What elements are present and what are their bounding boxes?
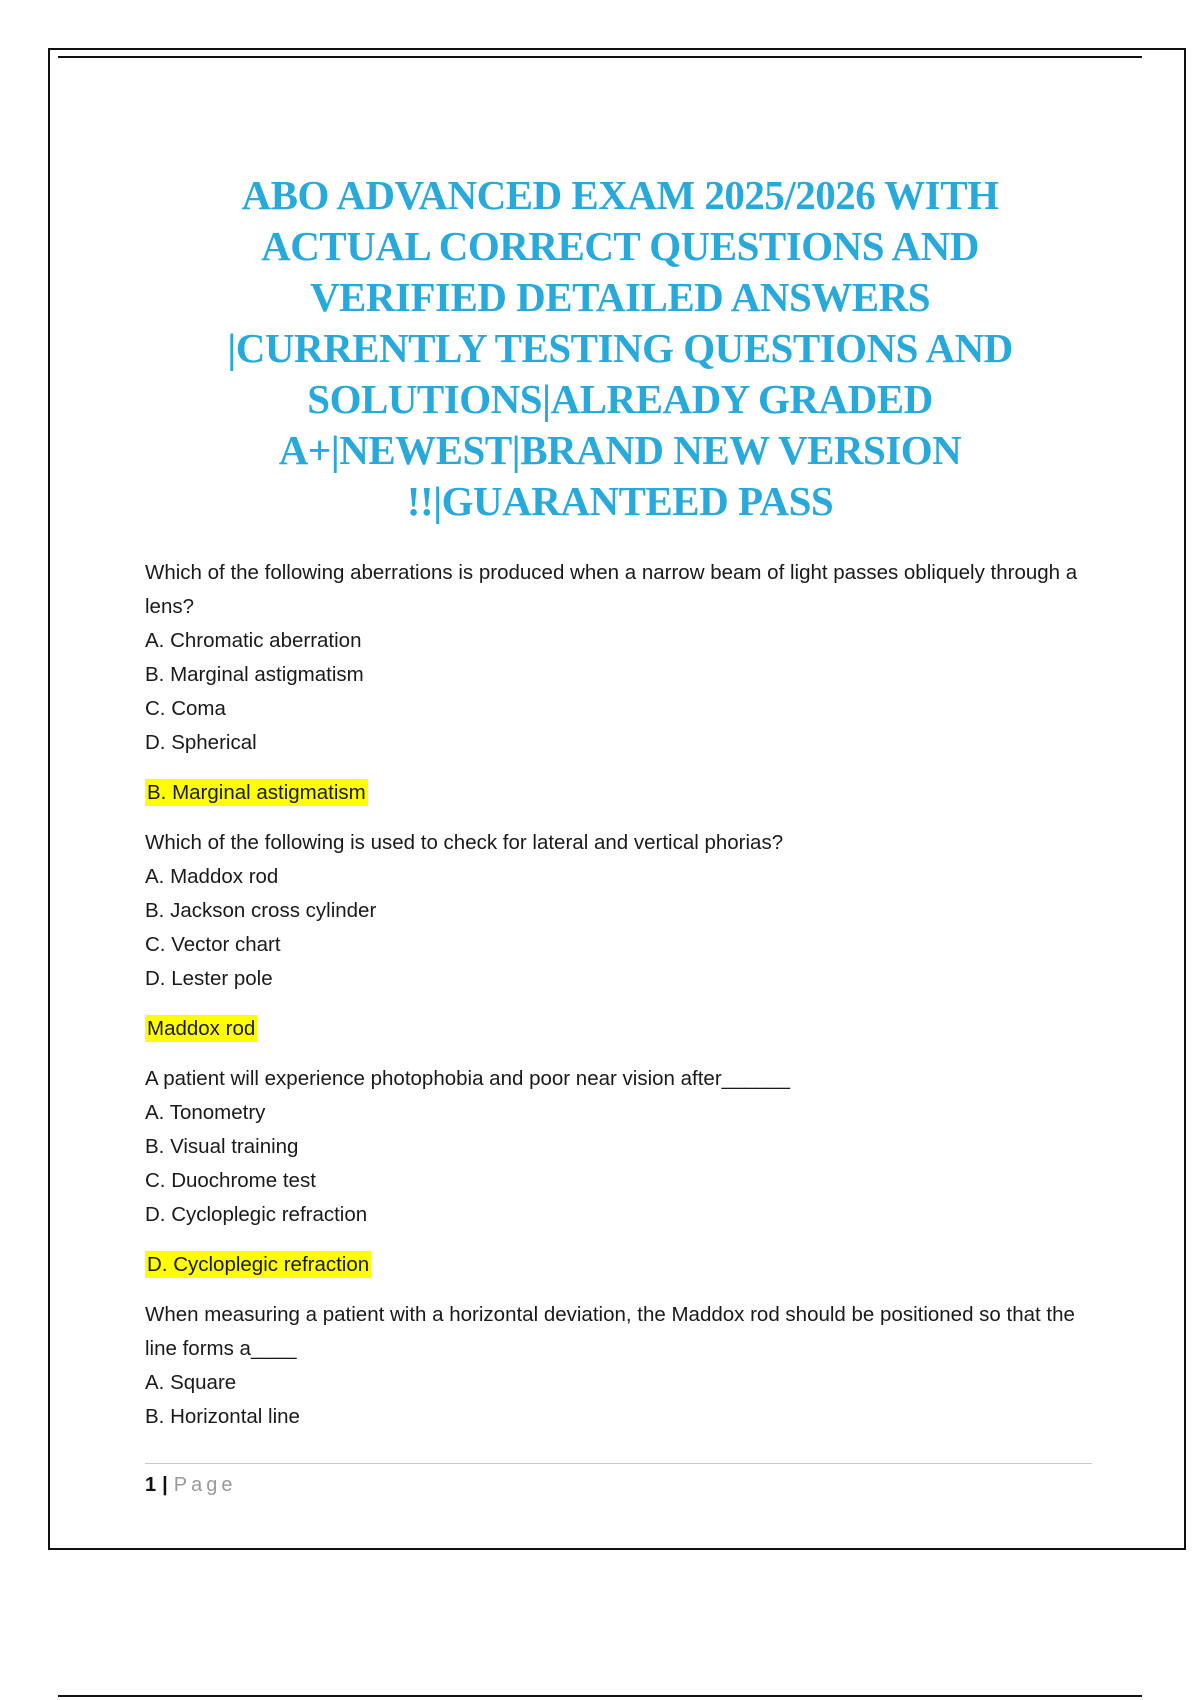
- title-line: |CURRENTLY TESTING QUESTIONS AND: [227, 325, 1013, 371]
- title-line: ABO ADVANCED EXAM 2025/2026 WITH: [241, 172, 999, 218]
- title-line: SOLUTIONS|ALREADY GRADED: [307, 376, 933, 422]
- title-line: A+|NEWEST|BRAND NEW VERSION: [278, 427, 962, 473]
- question-block-4: [145, 1298, 1095, 1434]
- document-body: [145, 556, 1095, 1434]
- option-item: D. Spherical: [145, 731, 257, 754]
- option-item: A. Square: [145, 1371, 237, 1394]
- answer-highlight: [145, 776, 1095, 810]
- title-line: ACTUAL CORRECT QUESTIONS AND: [261, 223, 979, 269]
- answer-highlight: [145, 1248, 1095, 1282]
- option-item: C. Vector chart: [145, 933, 281, 956]
- question-block-2: [145, 826, 1095, 1046]
- footer-separator: |: [162, 1474, 168, 1496]
- option-item: A. Maddox rod: [145, 865, 279, 888]
- title-line: VERIFIED DETAILED ANSWERS: [309, 274, 931, 320]
- document-title: [160, 170, 1080, 527]
- option-list: [145, 1366, 1095, 1434]
- option-item: C. Coma: [145, 697, 226, 720]
- page-label: Page: [173, 1474, 237, 1496]
- question-text: Which of the following is used to check for lateral and vertical phorias?: [145, 831, 784, 854]
- option-item: C. Duochrome test: [145, 1169, 316, 1192]
- option-item: B. Jackson cross cylinder: [145, 899, 377, 922]
- footer-rule: [145, 1463, 1092, 1464]
- option-list: [145, 1096, 1095, 1232]
- option-item: B. Horizontal line: [145, 1405, 300, 1428]
- option-item: D. Cycloplegic refraction: [145, 1203, 368, 1226]
- bottom-rule: [58, 1695, 1142, 1697]
- answer-highlight: [145, 1012, 1095, 1046]
- page-number: 1: [145, 1474, 157, 1496]
- option-item: B. Marginal astigmatism: [145, 663, 364, 686]
- option-item: A. Chromatic aberration: [145, 629, 362, 652]
- question-block-1: [145, 556, 1095, 810]
- option-item: A. Tonometry: [145, 1101, 266, 1124]
- answer-text: D. Cycloplegic refraction: [147, 1253, 370, 1276]
- top-rule: [58, 56, 1142, 58]
- answer-text: Maddox rod: [147, 1017, 256, 1040]
- page-footer: [145, 1470, 236, 1500]
- question-text: A patient will experience photophobia and poor near vision after______: [145, 1067, 791, 1090]
- question-block-3: [145, 1062, 1095, 1282]
- option-item: B. Visual training: [145, 1135, 299, 1158]
- title-line: !!|GUARANTEED PASS: [406, 478, 834, 524]
- option-list: [145, 624, 1095, 760]
- answer-text: B. Marginal astigmatism: [147, 781, 366, 804]
- option-item: D. Lester pole: [145, 967, 273, 990]
- question-text: When measuring a patient with a horizontal deviation, the Maddox rod should be positioned so that the line forms a____: [145, 1303, 1075, 1360]
- question-text: Which of the following aberrations is produced when a narrow beam of light passes obliquely through a lens?: [145, 561, 1078, 618]
- option-list: [145, 860, 1095, 996]
